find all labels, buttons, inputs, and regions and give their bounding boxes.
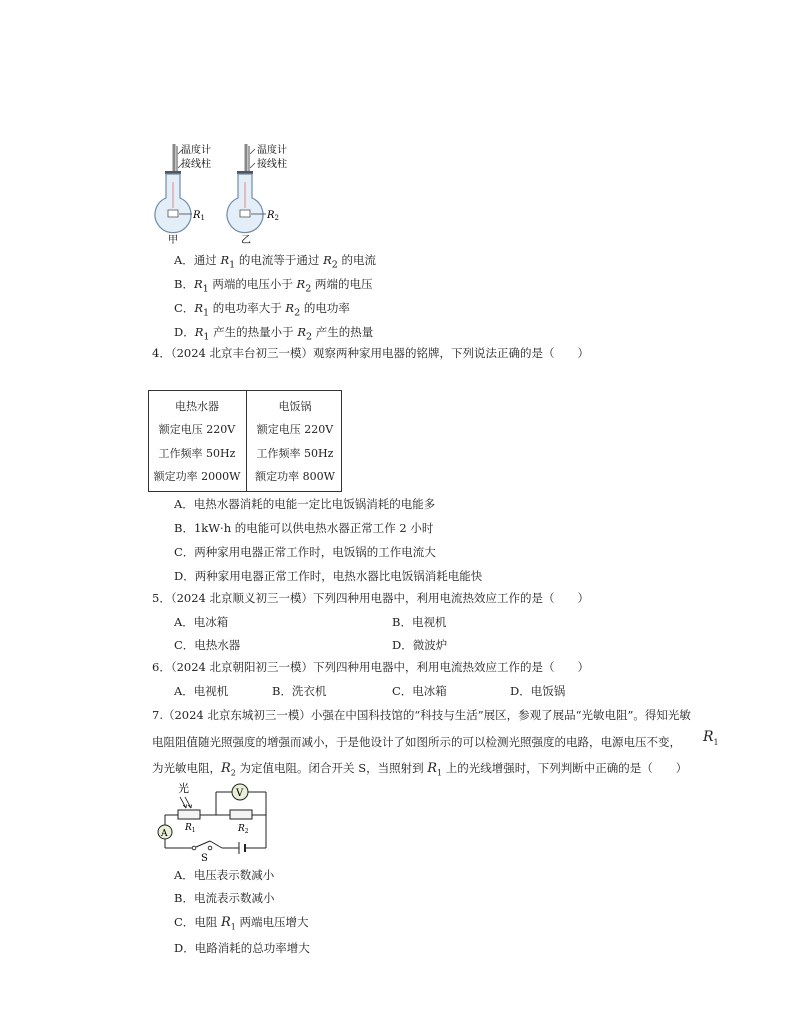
switch-icon bbox=[192, 846, 196, 850]
q6-option-a[interactable]: A．电视机 bbox=[174, 684, 229, 698]
q4-stem: 4．（2024 北京丰台初三一模）观察两种家用电器的铭牌，下列说法正确的是（ ） bbox=[152, 346, 589, 360]
nameplate-title: 电饭锅 bbox=[278, 400, 312, 413]
q3-option-b[interactable]: B．$R_1$ 两端的电压小于 $R_2$ 两端的电压 bbox=[174, 277, 373, 295]
q5-option-b[interactable]: B．电视机 bbox=[392, 615, 447, 629]
terminal-label-a: 接线柱 bbox=[181, 159, 211, 170]
r2-label: $R_2$ bbox=[238, 824, 249, 835]
flask-b-resistor: $R_2$ bbox=[267, 210, 279, 222]
light-arrows-icon bbox=[180, 797, 192, 808]
q5-stem: 5．（2024 北京顺义初三一模）下列四种用电器中，利用电流热效应工作的是（ ） bbox=[152, 591, 589, 605]
q5-option-c[interactable]: C．电热水器 bbox=[174, 638, 241, 652]
ammeter-label: A bbox=[161, 829, 168, 839]
circuit-diagram bbox=[150, 780, 290, 862]
switch-label: S bbox=[201, 853, 208, 862]
nameplate-row: 额定功率 2000W bbox=[153, 470, 241, 483]
q6-stem: 6．（2024 北京朝阳初三一模）下列四种用电器中，利用电流热效应工作的是（ ） bbox=[152, 660, 589, 674]
flask-a-resistor: $R_1$ bbox=[193, 210, 205, 222]
nameplate-table bbox=[148, 390, 342, 492]
nameplate-row: 额定电压 220V bbox=[158, 423, 236, 436]
q7-stem-line1: 7.（2024 北京东城初三一模）小强在中国科技馆的“科技与生活”展区，参观了展品“光敏电阻”。得知光敏 bbox=[152, 708, 691, 722]
light-label: 光 bbox=[178, 782, 189, 795]
r2-resistor bbox=[230, 810, 252, 819]
q4-option-c[interactable]: C．两种家用电器正常工作时，电饭锅的工作电流大 bbox=[174, 545, 436, 559]
nameplate-rice-cooker bbox=[246, 391, 343, 491]
q7-stem-r1: $R_1$ bbox=[703, 729, 719, 747]
q6-option-b[interactable]: B．洗衣机 bbox=[272, 684, 327, 698]
q7-stem-line3: 为光敏电阻，$R_2$ 为定值电阻。闭合开关 S，当照射到 $R_1$ 上的光线增强时，下列判断中正确的是（ ） bbox=[152, 761, 688, 778]
battery-icon bbox=[239, 842, 245, 854]
q3-option-c[interactable]: C．$R_1$ 的电功率大于 $R_2$ 的电功率 bbox=[174, 301, 350, 319]
terminal-label-b: 接线柱 bbox=[257, 159, 287, 170]
q6-option-d[interactable]: D．电饭锅 bbox=[510, 684, 566, 698]
q7-option-d[interactable]: D．电路消耗的总功率增大 bbox=[174, 941, 310, 955]
q7-option-a[interactable]: A．电压表示数减小 bbox=[174, 868, 275, 882]
nameplate-row: 工作频率 50Hz bbox=[256, 447, 334, 460]
r1-resistor bbox=[178, 810, 200, 819]
q4-option-b[interactable]: B．1kW·h 的电能可以供电热水器正常工作 2 小时 bbox=[174, 521, 434, 535]
q3-option-d[interactable]: D．$R_1$ 产生的热量小于 $R_2$ 产生的热量 bbox=[174, 325, 374, 343]
flask-figure bbox=[150, 140, 310, 245]
q7-stem-line2: 电阻阻值随光照强度的增强而减小，于是他设计了如图所示的可以检测光照强度的电路，电源电压不变， bbox=[152, 735, 681, 749]
q5-option-d[interactable]: D．微波炉 bbox=[392, 638, 448, 652]
q7-option-b[interactable]: B．电流表示数减小 bbox=[174, 891, 275, 905]
q4-option-d[interactable]: D．两种家用电器正常工作时，电热水器比电饭锅消耗电能快 bbox=[174, 569, 483, 583]
q6-option-c[interactable]: C．电冰箱 bbox=[392, 684, 447, 698]
q5-option-a[interactable]: A．电冰箱 bbox=[174, 615, 229, 629]
q7-option-c[interactable]: C．电阻 $R_1$ 两端电压增大 bbox=[174, 915, 309, 932]
q3-option-a[interactable]: A．通过 $R_1$ 的电流等于通过 $R_2$ 的电流 bbox=[174, 253, 376, 271]
voltmeter-label: V bbox=[236, 788, 244, 799]
nameplate-row: 额定电压 220V bbox=[256, 423, 334, 436]
flask-b-caption: 乙 bbox=[241, 235, 251, 245]
nameplate-water-heater bbox=[149, 391, 245, 491]
nameplate-row: 额定功率 800W bbox=[255, 470, 335, 483]
q4-option-a[interactable]: A．电热水器消耗的电能一定比电饭锅消耗的电能多 bbox=[174, 497, 436, 511]
flask-a-caption: 甲 bbox=[168, 235, 178, 245]
r1-label: $R_1$ bbox=[185, 823, 196, 834]
nameplate-row: 工作频率 50Hz bbox=[158, 447, 236, 460]
thermometer-label-a: 温度计 bbox=[181, 145, 211, 156]
thermometer-label-b: 温度计 bbox=[257, 145, 287, 156]
nameplate-title: 电热水器 bbox=[175, 400, 219, 413]
